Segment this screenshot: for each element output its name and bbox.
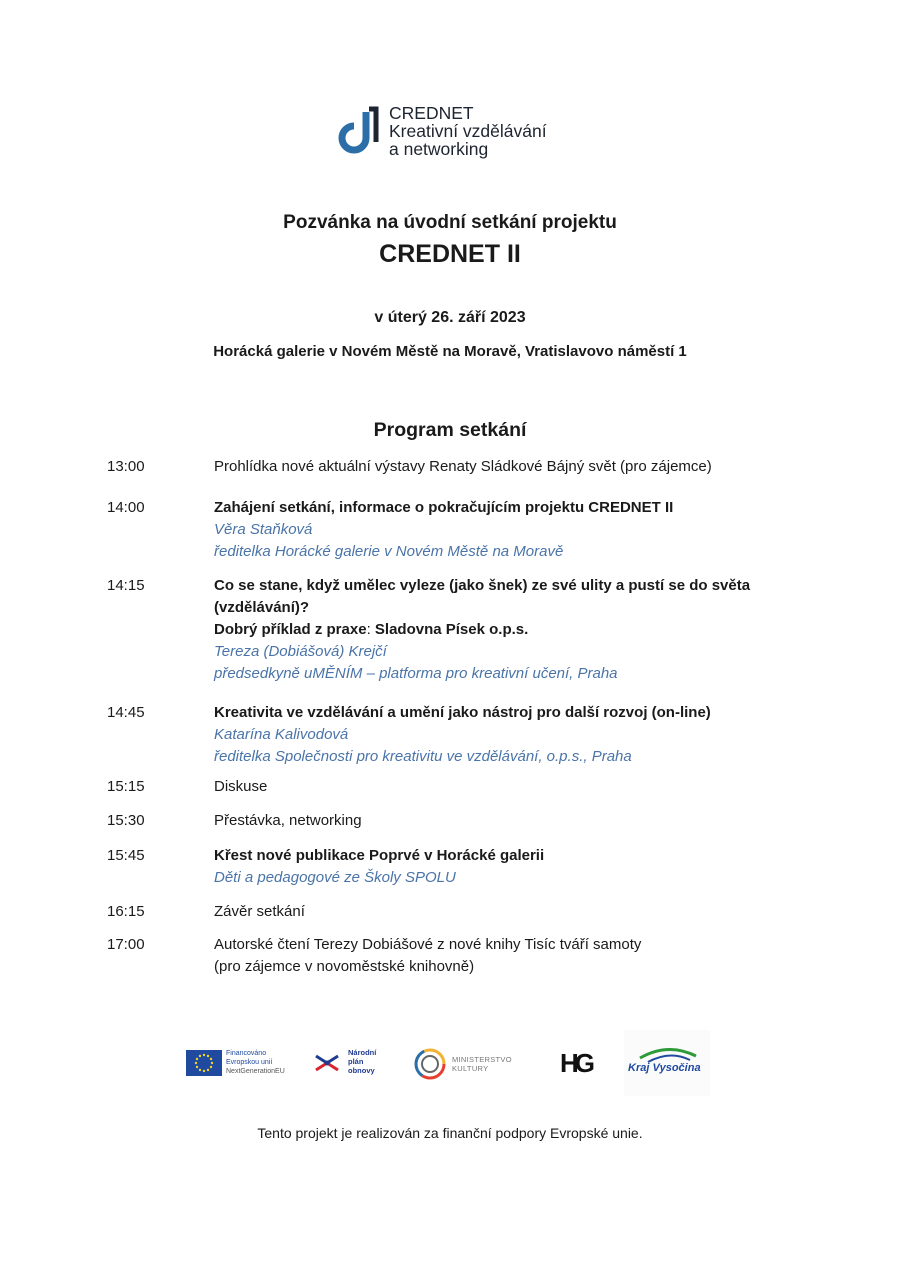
event-date: v úterý 26. září 2023 xyxy=(374,309,526,326)
program-item: Závěr setkání xyxy=(214,903,305,920)
program-time: 15:15 xyxy=(107,778,145,795)
npo-logo-line-2: plán xyxy=(348,1057,364,1066)
program-item: Autorské čtení Terezy Dobiášové z nové knihy Tisíc tváří samoty xyxy=(214,936,642,953)
program-time: 15:30 xyxy=(107,812,145,829)
program-item-title: Co se stane, když umělec vyleze (jako šnek) ze své ulity a pustí se do světa (vzdělávání)? xyxy=(214,577,751,616)
program-speaker: Tereza (Dobiášová) Krejčí xyxy=(214,643,387,660)
ministry-logo-line-2: KULTURY xyxy=(452,1064,489,1073)
npo-logo xyxy=(312,1048,392,1080)
program-item: Diskuse xyxy=(214,778,268,795)
crednet-logo-mark-icon xyxy=(338,106,382,160)
program-item-title: Kreativita ve vzdělávání a umění jako nástroj pro další rozvoj (on-line) xyxy=(214,704,711,721)
event-venue: Horácká galerie v Novém Městě na Moravě, Vratislavovo náměstí 1 xyxy=(213,343,687,360)
footer-note: Tento projekt je realizován za finanční podpory Evropské unie. xyxy=(257,1125,643,1141)
crednet-logo xyxy=(338,104,578,164)
program-time: 17:00 xyxy=(107,936,145,953)
eu-logo-line-1: Financováno xyxy=(226,1050,267,1057)
program-item: Prohlídka nové aktuální výstavy Renaty Sládkové Bájný svět (pro zájemce) xyxy=(214,458,712,475)
program-item-subtitle-separator: : xyxy=(366,621,375,638)
program-speaker: Katarína Kalivodová xyxy=(214,726,349,743)
sponsor-logos xyxy=(0,1030,900,1100)
program-speaker-role: ředitelka Horácké galerie v Novém Městě na Moravě xyxy=(214,543,564,560)
project-title: CREDNET II xyxy=(379,240,521,268)
eu-logo xyxy=(186,1050,316,1078)
ministry-of-culture-logo xyxy=(413,1047,523,1083)
program-item-subtitle-value: Sladovna Písek o.p.s. xyxy=(374,621,529,638)
program-speaker: Děti a pedagogové ze Školy SPOLU xyxy=(214,869,456,886)
eu-logo-line-3: NextGenerationEU xyxy=(226,1068,285,1075)
kraj-vysocina-logo xyxy=(624,1030,710,1096)
program-time: 14:15 xyxy=(107,577,145,594)
program-item-title: Křest nové publikace Poprvé v Horácké galerii xyxy=(214,847,545,864)
program-item: Přestávka, networking xyxy=(214,812,362,829)
program-time: 15:45 xyxy=(107,847,145,864)
program-time: 13:00 xyxy=(107,458,145,475)
program-time: 16:15 xyxy=(107,903,145,920)
ministry-circle-icon xyxy=(413,1047,447,1081)
ministry-logo-line-1: MINISTERSTVO xyxy=(452,1055,512,1064)
logo-line-3: a networking xyxy=(389,139,489,159)
kraj-logo-word-1: Kraj xyxy=(628,1062,650,1074)
program-speaker: Věra Staňková xyxy=(214,521,313,538)
logo-line-1: CREDNET xyxy=(389,103,474,123)
horacka-galerie-logo-text: HG xyxy=(560,1048,591,1078)
program-time: 14:00 xyxy=(107,499,145,516)
program-time: 14:45 xyxy=(107,704,145,721)
program-item-note: (pro zájemce v novoměstské knihovně) xyxy=(214,958,475,975)
invitation-heading: Pozvánka na úvodní setkání projektu xyxy=(283,212,617,233)
eu-logo-line-2: Evropskou unií xyxy=(226,1059,273,1066)
npo-logo-line-3: obnovy xyxy=(348,1066,375,1075)
horacka-galerie-logo xyxy=(560,1048,596,1078)
program-title: Program setkání xyxy=(373,419,527,441)
program-speaker-role: předsedkyně uMĚNÍM – platforma pro kreativní učení, Praha xyxy=(214,665,618,682)
program-item-title-bold: Zahájení setkání, xyxy=(214,499,335,516)
kraj-logo-word-2: Vysočina xyxy=(652,1062,701,1074)
npo-logo-line-1: Národní xyxy=(348,1048,377,1057)
program-item-subtitle-label: Dobrý příklad z praxe xyxy=(214,621,367,638)
npo-star-icon xyxy=(312,1048,342,1078)
eu-flag-icon xyxy=(186,1050,222,1076)
program-item-title-rest: informace o pokračujícím projektu CREDNET II xyxy=(334,499,674,516)
program-speaker-role: ředitelka Společnosti pro kreativitu ve vzdělávání, o.p.s., Praha xyxy=(214,748,632,765)
program-item-title xyxy=(214,497,774,519)
logo-line-2: Kreativní vzdělávání xyxy=(389,121,547,141)
